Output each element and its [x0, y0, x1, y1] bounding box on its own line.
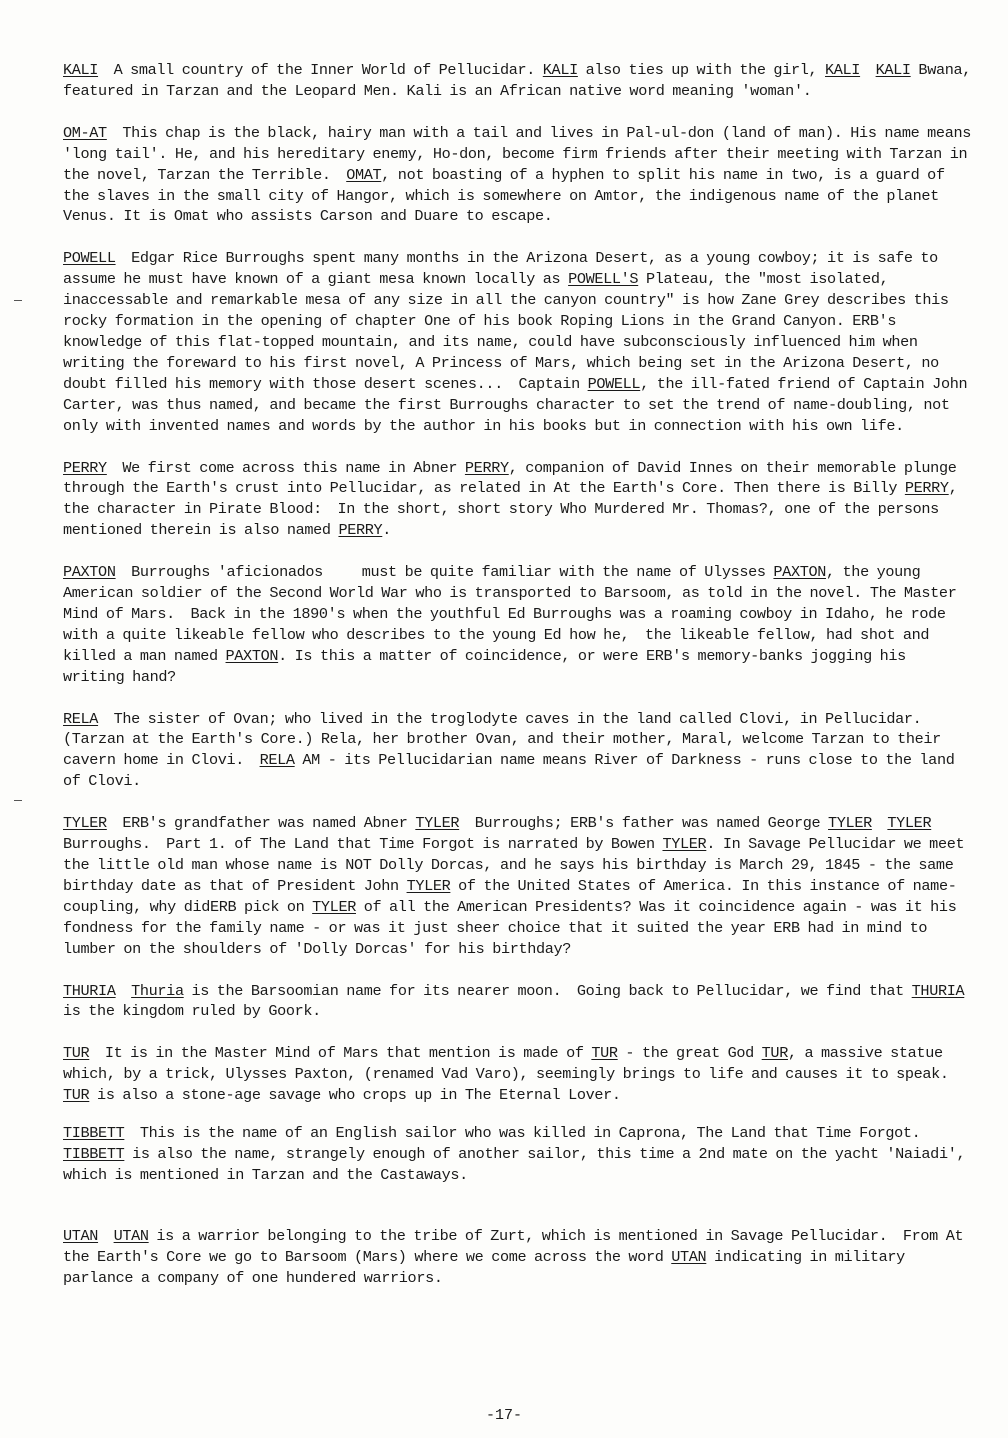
keyword: KALI [875, 61, 911, 79]
keyword: RELA [259, 751, 295, 770]
text-run: of the United States of America. In this instance of name-coupling, why didERB pick on [63, 876, 957, 916]
text-run: It is in the Master Mind of Mars that mention is made of [89, 1044, 592, 1063]
keyword: POWELL'S [568, 270, 639, 289]
entry-headword: THURIA [63, 981, 116, 1000]
keyword: PERRY [338, 521, 383, 540]
text-run: This chap is the black, hairy man with a tail and lives in Pal-ul-don (land of man). His name means 'long tail'. He, and his hereditary enemy, Ho-don, become firm friends after their meeting with Tarzan in the novel, Tarzan the Terrible. [63, 123, 979, 184]
entry-perry [63, 458, 972, 542]
keyword: TYLER [415, 814, 460, 833]
keyword: UTAN [113, 1226, 149, 1245]
keyword: TYLER [406, 876, 451, 895]
text-run: We first come across this name in Abner [106, 458, 465, 477]
text-run: , companion of David Innes on their memorable plunge through the Earth's crust into Pellucidar, as related in At the Earth's Core. Then there is Billy [63, 458, 965, 498]
text-run: Plateau, the "most isolated, inaccessable and remarkable mesa of any size in all the canyon country" is how Zane Grey describes this rocky formation in the opening of chapter One of his book Roping Lions in the Grand Canyon. ERB's knowledge of this flat-topped mountain, and its name, could have subconsciously influenced him when writing the foreward to his first novel, A Princess of Mars, which being set in the Arizona Desert, no doubt filled his memory with those desert scenes... Captain [63, 270, 957, 393]
text-run [116, 982, 132, 1000]
keyword: TIBBETT [63, 1144, 125, 1163]
keyword: TYLER [662, 835, 707, 854]
keyword: TUR [63, 1086, 90, 1105]
entry-text [63, 1043, 972, 1106]
text-run: Burroughs 'aficionados must be quite familiar with the name of Ulysses [115, 563, 774, 582]
keyword: KALI [542, 61, 578, 79]
text-run: Burroughs; ERB's father was named George [459, 814, 829, 833]
entry-kali [63, 60, 979, 102]
text-run: is the kingdom ruled by Goork. [63, 981, 973, 1021]
entry-headword: PERRY [63, 458, 107, 477]
entry-headword: POWELL [63, 249, 116, 268]
entry-headword: TIBBETT [63, 1124, 125, 1143]
keyword: KALI [825, 61, 861, 79]
text-run: . In Savage Pellucidar we meet the little old man whose name is NOT Dolly Dorcas, and he says his birthday is March 29, 1845 - the same birthday date as that of President John [63, 835, 972, 895]
entry-text [63, 458, 972, 542]
page-number: -17- [485, 1407, 522, 1424]
text-run [872, 814, 888, 832]
entry-tur [63, 1043, 972, 1106]
entry-paxton [63, 562, 972, 687]
keyword: TUR [761, 1044, 788, 1063]
text-run: also ties up with the girl, [577, 61, 826, 79]
text-run: , the young American soldier of the Second World War who is transported to Barsoom, as told in the novel. The Master Mind of Mars. Back in the 1890's when the youthful Ed Burroughs was a roaming cowboy in Idaho, he rode with a quite likeable fellow who describes to the young Ed how he, the likeable fellow, had shot and killed a man named [63, 563, 965, 665]
text-run: , the ill-fated friend of Captain John Carter, was thus named, and became the first Burroughs character to set the trend of name-doubling, not only with invented names and words by the author in his books but in connection with his own life. [63, 374, 976, 435]
entry-text [63, 1123, 972, 1186]
text-run: ERB's grandfather was named Abner [106, 814, 416, 833]
keyword: THURIA [911, 981, 965, 1000]
keyword: PERRY [464, 458, 509, 477]
entry-text [63, 1226, 972, 1289]
keyword: UTAN [671, 1247, 707, 1266]
entry-text [63, 981, 972, 1023]
margin-mark [14, 300, 22, 301]
text-run: , not boasting of a hyphen to split his name in two, is a guard of the slaves in the small city of Hangor, which is somewhere on Amtor, the indigenous name of the planet Venus. It is Omat who assists Carson and Duare to escape. [63, 165, 953, 226]
text-run: . [382, 521, 392, 540]
entry-thuria [63, 981, 972, 1023]
entry-headword: PAXTON [63, 563, 116, 582]
text-run: is the Barsoomian name for its nearer moon. Going back to Pellucidar, we find that [183, 981, 912, 1000]
margin-mark [14, 800, 22, 801]
entry-text [63, 562, 972, 687]
keyword: PAXTON [773, 563, 827, 582]
text-run: is also the name, strangely enough of another sailor, this time a 2nd mate on the yacht 'Naiadi', which is mentioned in Tarzan and the Castaways. [63, 1144, 973, 1184]
entry-text [63, 248, 976, 436]
entry-text [63, 60, 979, 102]
entry-utan [63, 1226, 972, 1289]
keyword: TYLER [828, 814, 872, 833]
entry-headword: TUR [63, 1044, 90, 1063]
entry-rela [63, 709, 972, 793]
keyword: TYLER [887, 814, 932, 833]
keyword: TYLER [312, 897, 356, 916]
entry-headword: KALI [63, 61, 99, 79]
entry-tyler [63, 813, 972, 959]
entry-text [63, 123, 979, 228]
text-run: - the great God [617, 1044, 762, 1063]
text-run: , the character in Pirate Blood: In the short, short story Who Murdered Mr. Thomas?, one of the persons mentioned therein is also named [63, 479, 966, 540]
entry-text [63, 813, 972, 959]
text-run: Edgar Rice Burroughs spent many months in the Arizona Desert, as a young cowboy; it is safe to assume he must have known of a giant mesa known locally as [63, 249, 946, 289]
text-run: , a massive statue which, by a trick, Ulysses Paxton, (renamed Vad Varo), seemingly brings to life and causes it to speak. [63, 1044, 957, 1084]
text-run: is a warrior belonging to the tribe of Zurt, which is mentioned in Savage Pellucidar. From At the Earth's Core we go to Barsoom (Mars) where we come across the word [63, 1226, 972, 1266]
keyword: PAXTON [225, 646, 279, 665]
entry-headword: UTAN [63, 1226, 99, 1245]
text-run: This is the name of an English sailor who was killed in Caprona, The Land that Time Forgot. [124, 1124, 936, 1143]
keyword: OMAT [346, 165, 382, 184]
entry-text [63, 709, 972, 793]
entry-tibbett [63, 1123, 972, 1186]
text-run: . Is this a matter of coincidence, or were ERB's memory-banks jogging his writing hand? [63, 646, 914, 686]
entry-headword: OM-AT [63, 123, 107, 142]
text-run [860, 61, 876, 79]
text-run: AM - its Pellucidarian name means River of Darkness - runs close to the land of Clovi. [63, 751, 963, 791]
text-run [98, 1227, 114, 1245]
text-run: A small country of the Inner World of Pellucidar. [98, 61, 543, 79]
keyword: Thuria [131, 981, 184, 1000]
entry-headword: TYLER [63, 814, 107, 833]
keyword: POWELL [587, 374, 641, 393]
text-run: Burroughs. Part 1. of The Land that Time Forgot is narrated by Bowen [63, 814, 939, 854]
keyword: TUR [591, 1044, 618, 1063]
text-run: The sister of Ovan; who lived in the troglodyte caves in the land called Clovi, in Pellucidar. (Tarzan at the Earth's Core.) Rela, her brother Ovan, and their mother, Maral, welcome Tarzan to their cavern home in Clovi. [63, 709, 949, 770]
text-run: is also a stone-age savage who crops up in The Eternal Lover. [89, 1086, 621, 1105]
text-run: of all the American Presidents? Was it coincidence again - was it his fondness for the family name - or was it just sheer choice that it suited the year ERB had in mind to lumber on the shoulders of 'Dolly Dorcas' for his birthday? [63, 897, 965, 958]
text-run: indicating in military parlance a company of one hundered warriors. [63, 1247, 913, 1287]
keyword: PERRY [904, 479, 949, 498]
entry-om-at [63, 123, 979, 228]
entry-powell [63, 248, 976, 436]
entry-headword: RELA [63, 709, 99, 728]
text-run: Bwana, featured in Tarzan and the Leopard Men. Kali is an African native word meaning 'woman'. [63, 61, 979, 100]
